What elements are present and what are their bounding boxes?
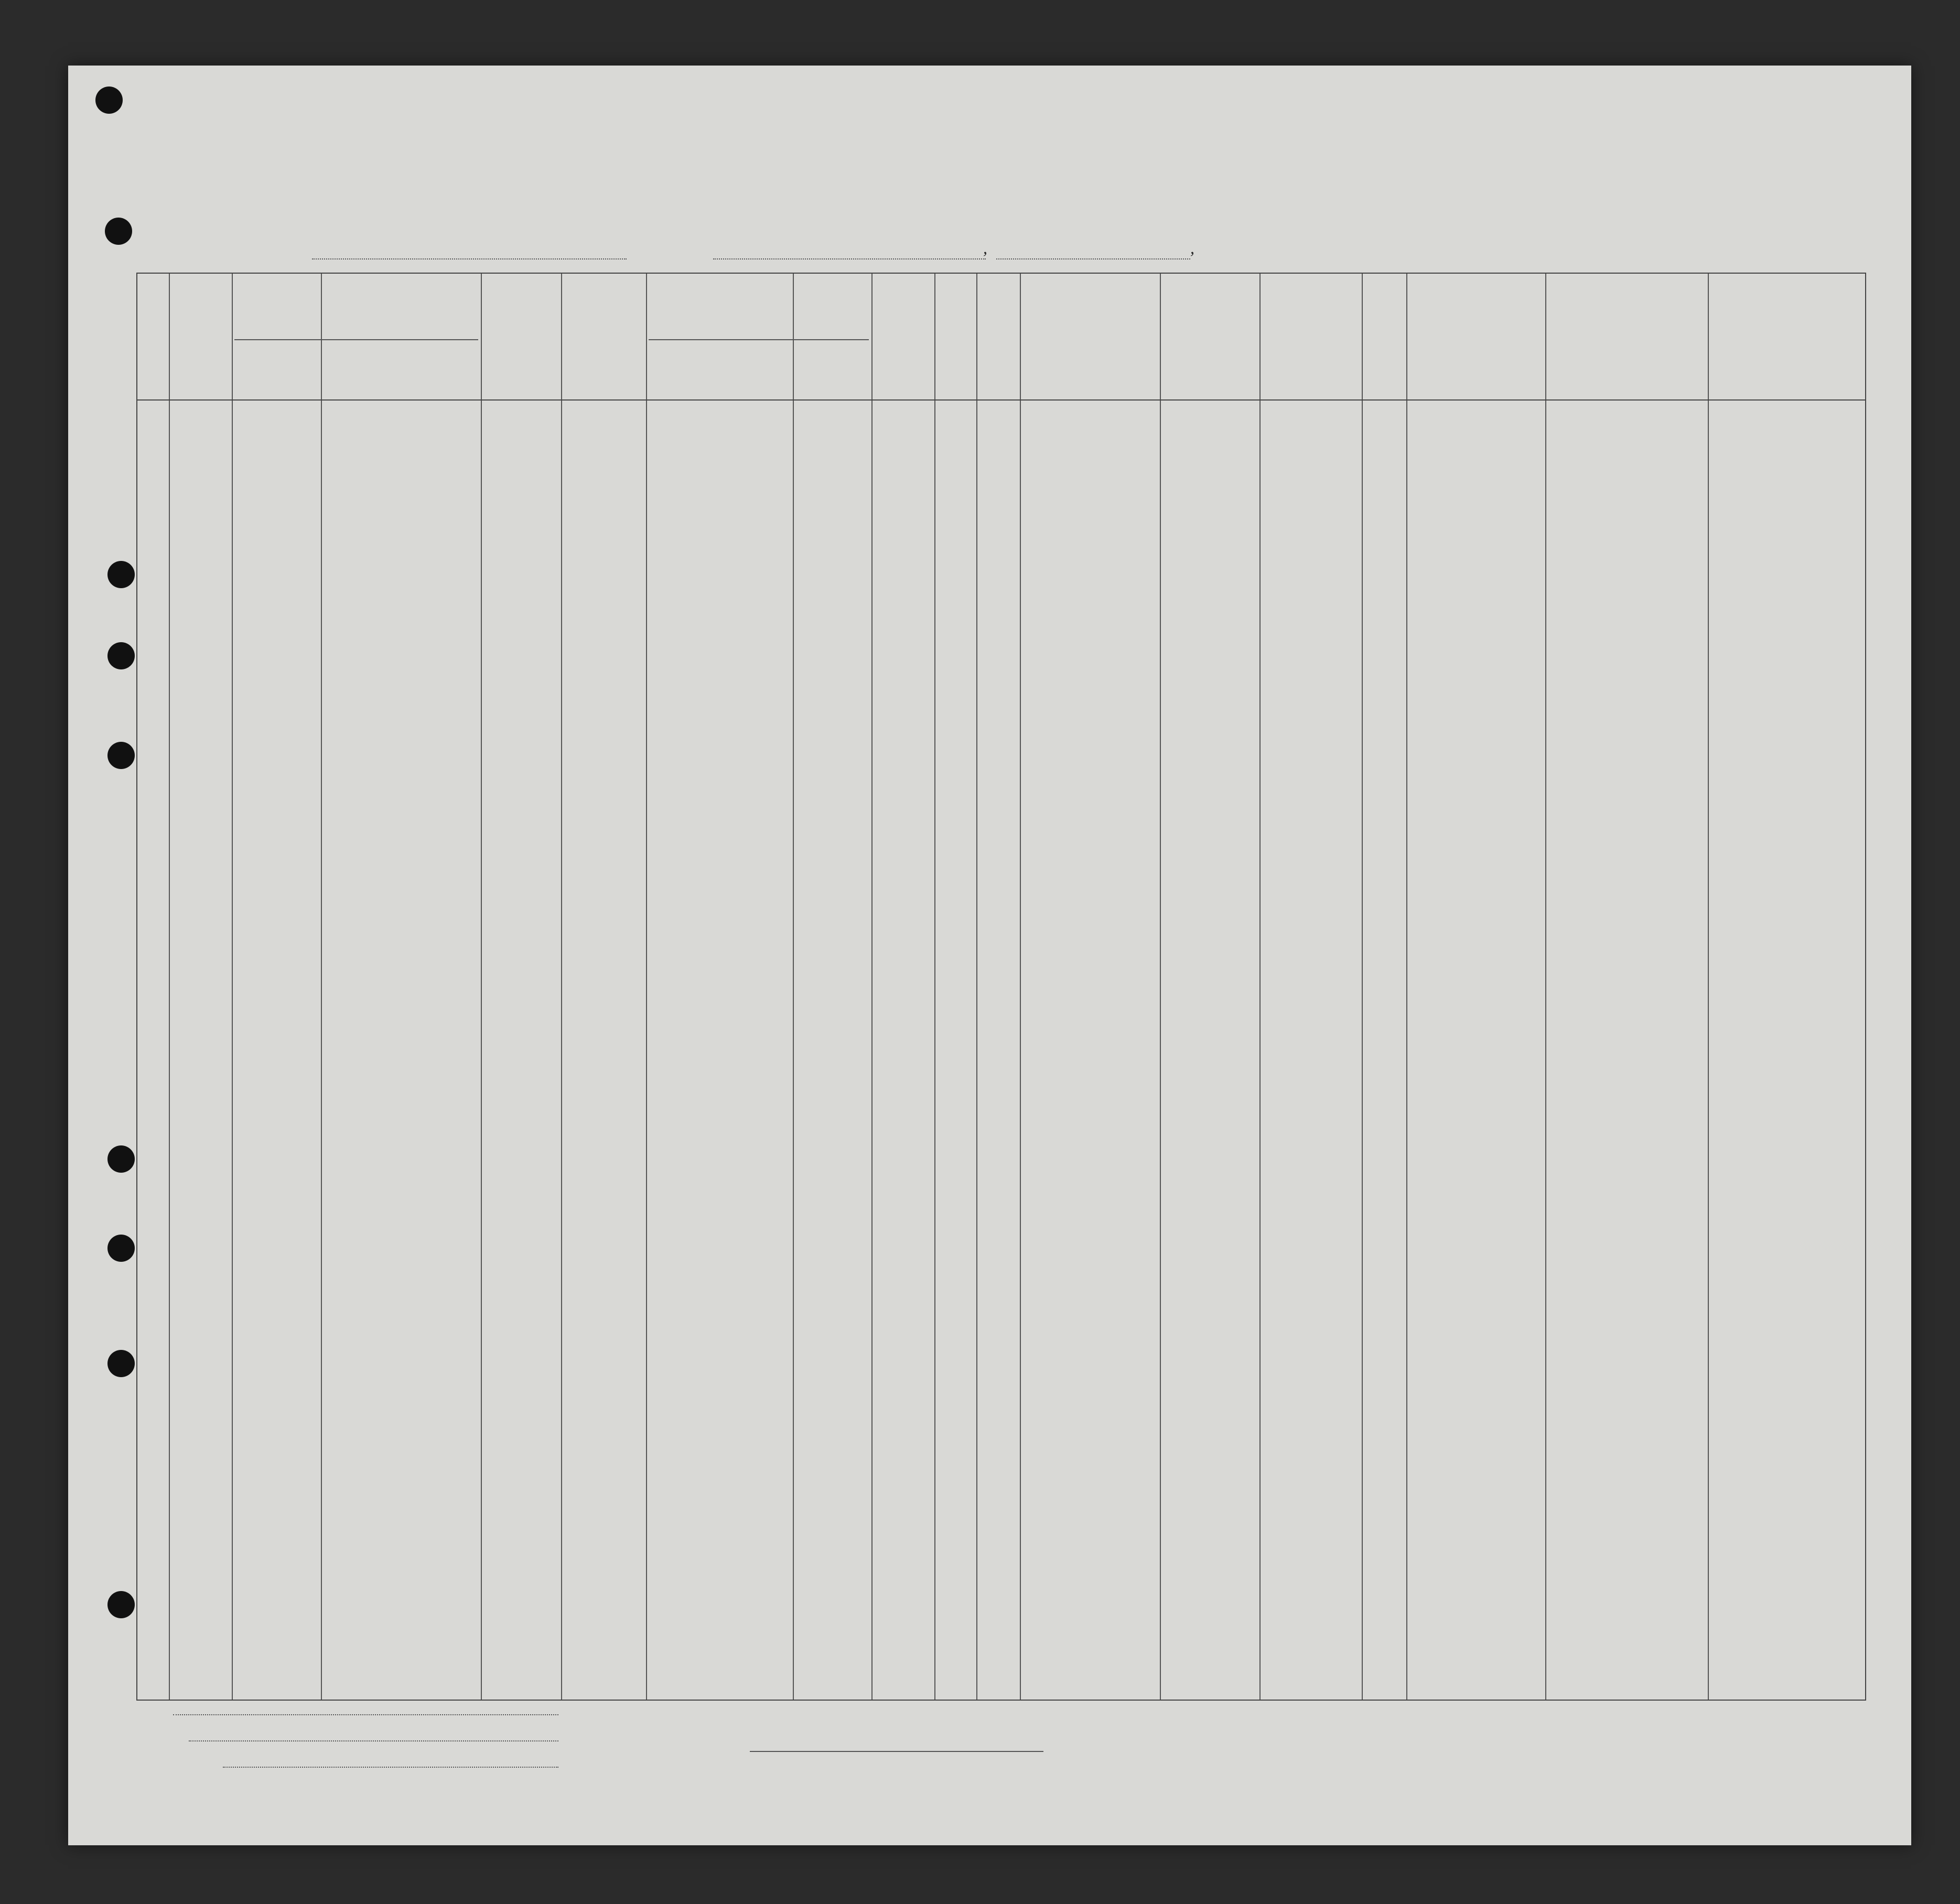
date-fill-line bbox=[996, 258, 1190, 259]
binder-hole bbox=[107, 1145, 135, 1173]
manifest-sheet bbox=[68, 66, 1911, 1845]
column-divider bbox=[169, 274, 170, 1700]
column-divider bbox=[976, 274, 977, 1700]
column-divider bbox=[1160, 274, 1161, 1700]
binder-hole bbox=[107, 1235, 135, 1262]
header-underline bbox=[234, 339, 478, 340]
column-divider bbox=[232, 274, 233, 1700]
comma: , bbox=[1190, 239, 1194, 257]
binder-hole bbox=[107, 1350, 135, 1377]
column-divider bbox=[321, 274, 322, 1700]
signature-line bbox=[750, 1751, 1043, 1752]
column-divider bbox=[561, 274, 562, 1700]
column-divider bbox=[793, 274, 794, 1700]
binder-hole bbox=[95, 86, 123, 114]
binder-hole bbox=[107, 1591, 135, 1618]
arriving-fill-line bbox=[713, 258, 986, 259]
agents-fill bbox=[223, 1767, 558, 1768]
column-divider bbox=[1362, 274, 1363, 1700]
owners-fill bbox=[189, 1740, 558, 1741]
column-divider bbox=[1406, 274, 1407, 1700]
binder-hole bbox=[105, 218, 132, 245]
header-underline bbox=[649, 339, 869, 340]
column-divider bbox=[481, 274, 482, 1700]
column-divider bbox=[1259, 274, 1261, 1700]
header-separator bbox=[137, 399, 1865, 401]
binder-hole bbox=[107, 742, 135, 769]
binder-hole bbox=[107, 642, 135, 669]
column-divider bbox=[934, 274, 935, 1700]
binder-hole bbox=[107, 561, 135, 588]
column-divider bbox=[1708, 274, 1709, 1700]
column-divider bbox=[1020, 274, 1021, 1700]
comma: , bbox=[983, 239, 987, 257]
vessel-fill-line bbox=[312, 258, 627, 259]
column-divider bbox=[1545, 274, 1546, 1700]
column-divider bbox=[871, 274, 873, 1700]
column-divider bbox=[646, 274, 647, 1700]
crew-table bbox=[136, 273, 1866, 1701]
line-fill bbox=[173, 1714, 558, 1715]
